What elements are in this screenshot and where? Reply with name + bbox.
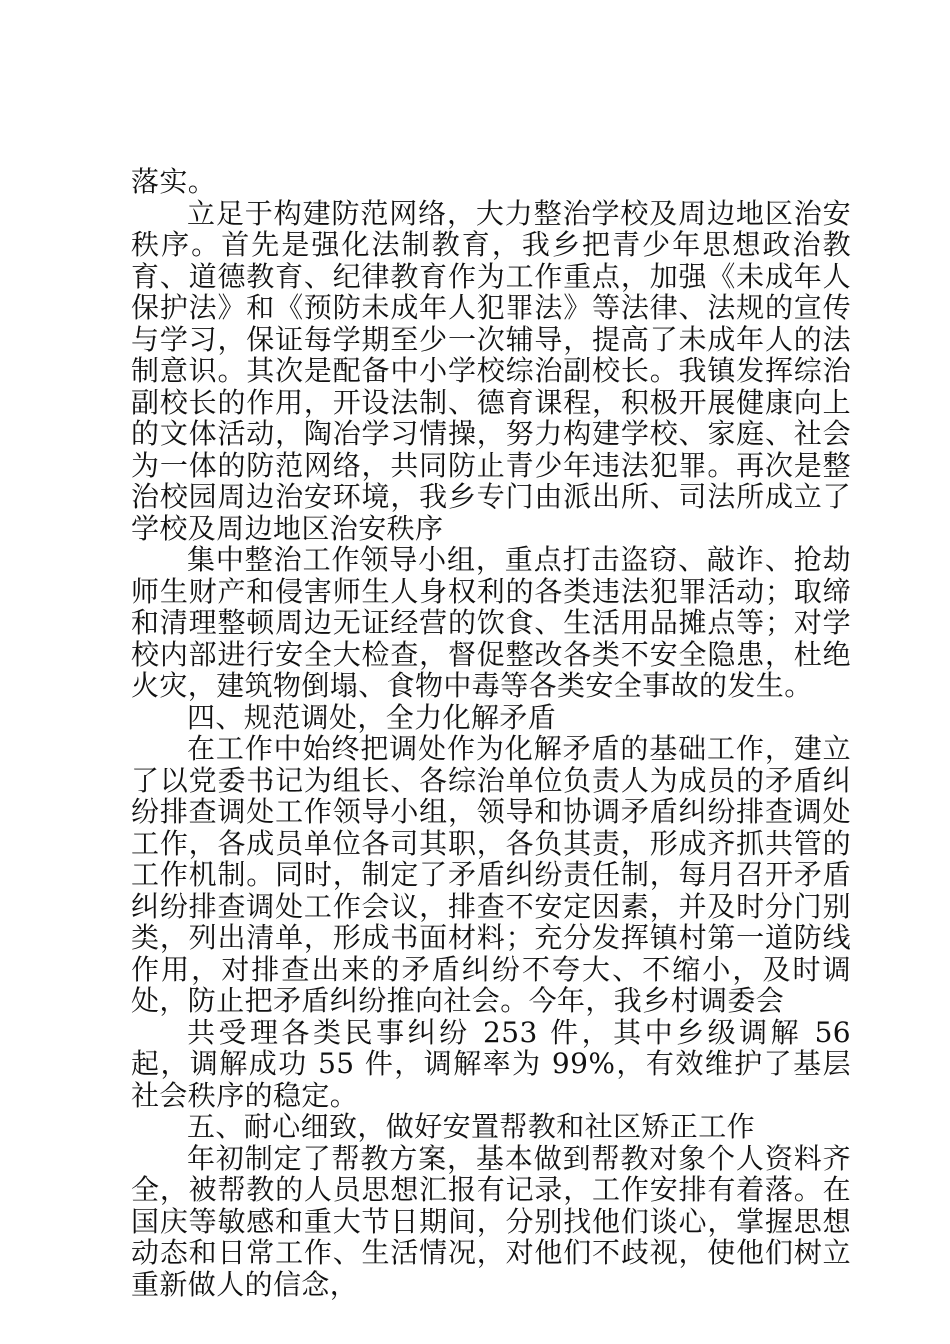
paragraph-rectification-group: 集中整治工作领导小组，重点打击盗窃、敲诈、抢劫师生财产和侵害师生人身权利的各类违法犯罪活动；取缔和清理整顿周边无证经营的饮食、生活用品摊点等；对学校内部进行安全大检查，督促整改各类不安全隐患，杜绝火灾，建筑物倒塌、食物中毒等各类安全事故的发生。	[131, 543, 851, 702]
paragraph-dispute-statistics: 共受理各类民事纠纷 253 件，其中乡级调解 56 起，调解成功 55 件，调解率为 99%，有效维护了基层社会秩序的稳定。	[131, 1015, 851, 1112]
paragraph-dispute-mediation: 在工作中始终把调处作为化解矛盾的基础工作，建立了以党委书记为组长、各综治单位负责人为成员的矛盾纠纷排查调处工作领导小组，领导和协调矛盾纠纷排查调处工作，各成员单位各司其职，各负其责，形成齐抓共管的工作机制。同时，制定了矛盾纠纷责任制，每月召开矛盾纠纷排查调处工作会议，排查不安定因素，并及时分门别类，列出清单，形成书面材料；充分发挥镇村第一道防线作用，对排查出来的矛盾纠纷不夸大、不缩小，及时调处，防止把矛盾纠纷推向社会。今年，我乡村调委会	[131, 732, 851, 1017]
section-heading-5: 五、耐心细致，做好安置帮教和社区矫正工作	[187, 1110, 756, 1143]
paragraph-resettlement-assistance: 年初制定了帮教方案，基本做到帮教对象个人资料齐全，被帮教的人员思想汇报有记录，工作安排有着落。在国庆等敏感和重大节日期间，分别找他们谈心，掌握思想动态和日常工作、生活情况，对他们不歧视，使他们树立重新做人的信念，	[131, 1141, 851, 1301]
paragraph-prevention-network: 立足于构建防范网络，大力整治学校及周边地区治安秩序。首先是强化法制教育，我乡把青少年思想政治教育、道德教育、纪律教育作为工作重点，加强《未成年人保护法》和《预防未成年人犯罪法》等法律、法规的宣传与学习，保证每学期至少一次辅导，提高了未成年人的法制意识。其次是配备中小学校综治副校长。我镇发挥综治副校长的作用，开设法制、德育课程，积极开展健康向上的文体活动，陶冶学习情操，努力构建学校、家庭、社会为一体的防范网络，共同防止青少年违法犯罪。再次是整治校园周边治安环境，我乡专门由派出所、司法所成立了学校及周边地区治安秩序	[131, 196, 851, 545]
paragraph-continuation: 落实。	[131, 165, 217, 198]
document-body	[131, 166, 851, 1300]
section-heading-4: 四、规范调处，全力化解矛盾	[187, 700, 557, 734]
